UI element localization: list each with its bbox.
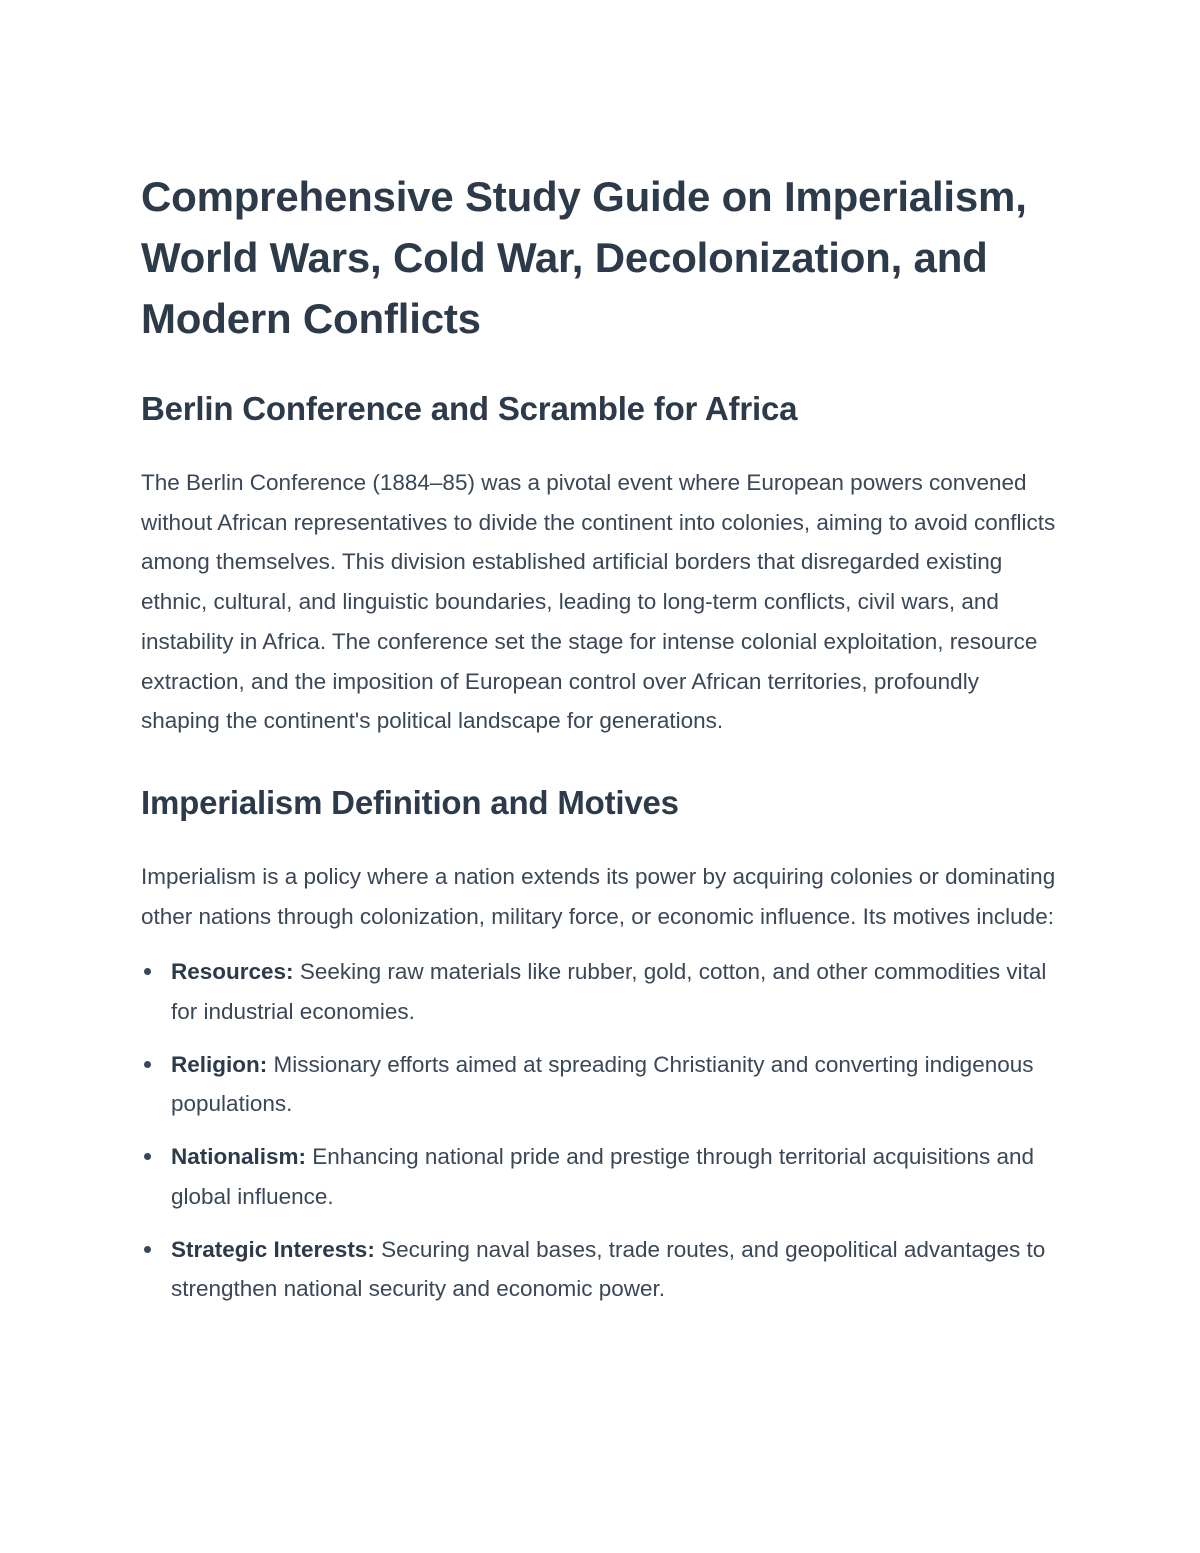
motive-term: Resources: [171,959,294,985]
document-page [141,166,1061,1322]
motive-term: Religion: [171,1051,268,1077]
motive-text: Seeking raw materials like rubber, gold, cotton, and other commodities vital for industrial economies. [171,959,1047,1025]
section-heading-imperialism: Imperialism Definition and Motives [141,783,679,821]
section-paragraph-imperialism: Imperialism is a policy where a nation extends its power by acquiring colonies or dominating other nations through colonization, military force, or economic influence. Its motives include: [141,863,1056,929]
section-heading-berlin-conference: Berlin Conference and Scramble for Africa [141,390,798,427]
motive-text: Missionary efforts aimed at spreading Christianity and converting indigenous populations. [171,1051,1034,1117]
list-item-resources [141,952,1061,1031]
motive-term: Nationalism: [171,1144,307,1170]
list-item-religion [141,1045,1061,1124]
bullet-icon [144,1246,151,1253]
list-item-nationalism [141,1137,1061,1216]
bullet-icon [144,1153,151,1160]
motive-text: Securing naval bases, trade routes, and geopolitical advantages to strengthen national security and economic power. [171,1236,1046,1302]
motives-list [141,952,1061,1309]
list-item-strategic-interests [141,1230,1061,1309]
motive-term: Strategic Interests: [171,1236,375,1262]
bullet-icon [144,968,151,975]
bullet-icon [144,1061,151,1068]
section-paragraph-berlin-conference: The Berlin Conference (1884–85) was a pivotal event where European powers convened without African representatives to divide the continent into colonies, aiming to avoid conflicts among themselves. This division established artificial borders that disregarded existing ethnic, cultural, and linguistic boundaries, leading to long-term conflicts, civil wars, and instability in Africa. The conference set the stage for intense colonial exploitation, resource extraction, and the imposition of European control over African territories, profoundly shaping the continent's political landscape for generations. [141,470,1056,734]
document-title: Comprehensive Study Guide on Imperialism, World Wars, Cold War, Decolonization, and Modern Conflicts [141,173,1027,342]
motive-text: Enhancing national pride and prestige through territorial acquisitions and global influence. [171,1144,1034,1209]
